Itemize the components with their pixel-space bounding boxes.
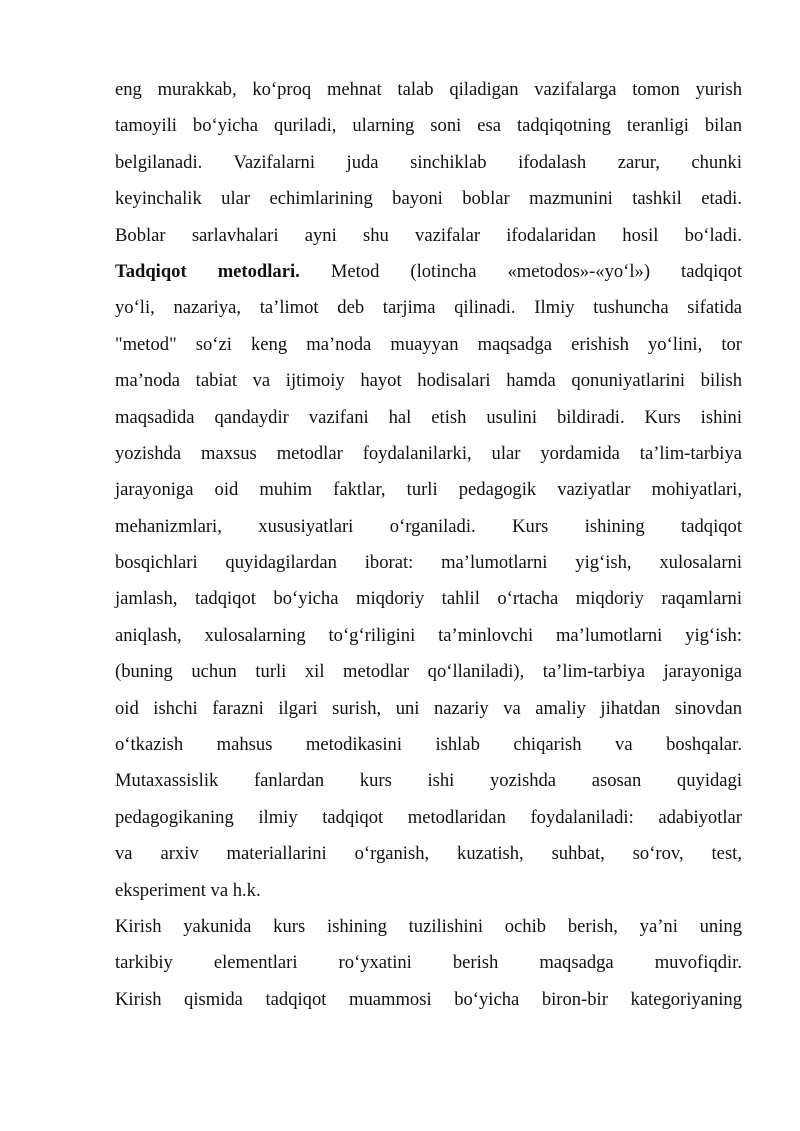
text-line: keyinchalik ular echimlarining bayoni boblar mazmunini tashkil etadi. bbox=[115, 188, 742, 210]
text-line: Mutaxassislik fanlardan kurs ishi yozishda asosan quyidagi bbox=[115, 770, 742, 792]
section-heading: Tadqiqot metodlari. bbox=[115, 260, 300, 282]
text-line: yo‘li, nazariya, ta’limot deb tarjima qilinadi. Ilmiy tushuncha sifatida bbox=[115, 297, 742, 319]
text-line: Boblar sarlavhalari ayni shu vazifalar ifodalaridan hosil bo‘ladi. bbox=[115, 224, 742, 246]
text-line bbox=[115, 254, 742, 290]
text-line: o‘tkazish mahsus metodikasini ishlab chiqarish va boshqalar. bbox=[115, 734, 742, 756]
text-line: jamlash, tadqiqot bo‘yicha miqdoriy tahlil o‘rtacha miqdoriy raqamlarni bbox=[115, 588, 742, 610]
text-line: jarayoniga oid muhim faktlar, turli pedagogik vaziyatlar mohiyatlari, bbox=[115, 479, 742, 501]
text-line: oid ishchi farazni ilgari surish, uni nazariy va amaliy jihatdan sinovdan bbox=[115, 697, 742, 719]
text-line: Kirish yakunida kurs ishining tuzilishini ochib berish, ya’ni uning bbox=[115, 915, 742, 937]
text-line: aniqlash, xulosalarning to‘g‘riligini ta’minlovchi ma’lumotlarni yig‘ish: bbox=[115, 624, 742, 646]
text-line: va arxiv materiallarini o‘rganish, kuzatish, suhbat, so‘rov, test, bbox=[115, 843, 742, 865]
text-line: belgilanadi. Vazifalarni juda sinchiklab ifodalash zarur, chunki bbox=[115, 151, 742, 173]
text-segment: Metod (lotincha «metodos»-«yo‘l») tadqiqot bbox=[299, 260, 742, 282]
document-page bbox=[115, 72, 742, 1018]
paragraph-introduction-structure bbox=[115, 909, 742, 1018]
text-line: maqsadida qandaydir vazifani hal etish usulini bildiradi. Kurs ishini bbox=[115, 406, 742, 428]
text-line: pedagogikaning ilmiy tadqiqot metodlaridan foydalaniladi: adabiyotlar bbox=[115, 806, 742, 828]
paragraph-research-methods bbox=[115, 72, 742, 909]
text-line: (buning uchun turli xil metodlar qo‘llaniladi), ta’lim-tarbiya jarayoniga bbox=[115, 661, 742, 683]
text-line: eksperiment va h.k. bbox=[115, 879, 261, 901]
text-line: mehanizmlari, xususiyatlari o‘rganiladi. Kurs ishining tadqiqot bbox=[115, 515, 742, 537]
text-line: Kirish qismida tadqiqot muammosi bo‘yicha biron-bir kategoriyaning bbox=[115, 988, 742, 1010]
text-line: bosqichlari quyidagilardan iborat: ma’lumotlarni yig‘ish, xulosalarni bbox=[115, 552, 742, 574]
text-line: ma’noda tabiat va ijtimoiy hayot hodisalari hamda qonuniyatlarini bilish bbox=[115, 370, 742, 392]
text-line: tamoyili bo‘yicha quriladi, ularning soni esa tadqiqotning teranligi bilan bbox=[115, 115, 742, 137]
text-line: yozishda maxsus metodlar foydalanilarki, ular yordamida ta’lim-tarbiya bbox=[115, 442, 742, 464]
text-line: eng murakkab, ko‘proq mehnat talab qiladigan vazifalarga tomon yurish bbox=[115, 79, 742, 100]
text-line: tarkibiy elementlari ro‘yxatini berish maqsadga muvofiqdir. bbox=[115, 952, 742, 974]
text-line: "metod" so‘zi keng ma’noda muayyan maqsadga erishish yo‘lini, tor bbox=[115, 333, 742, 355]
